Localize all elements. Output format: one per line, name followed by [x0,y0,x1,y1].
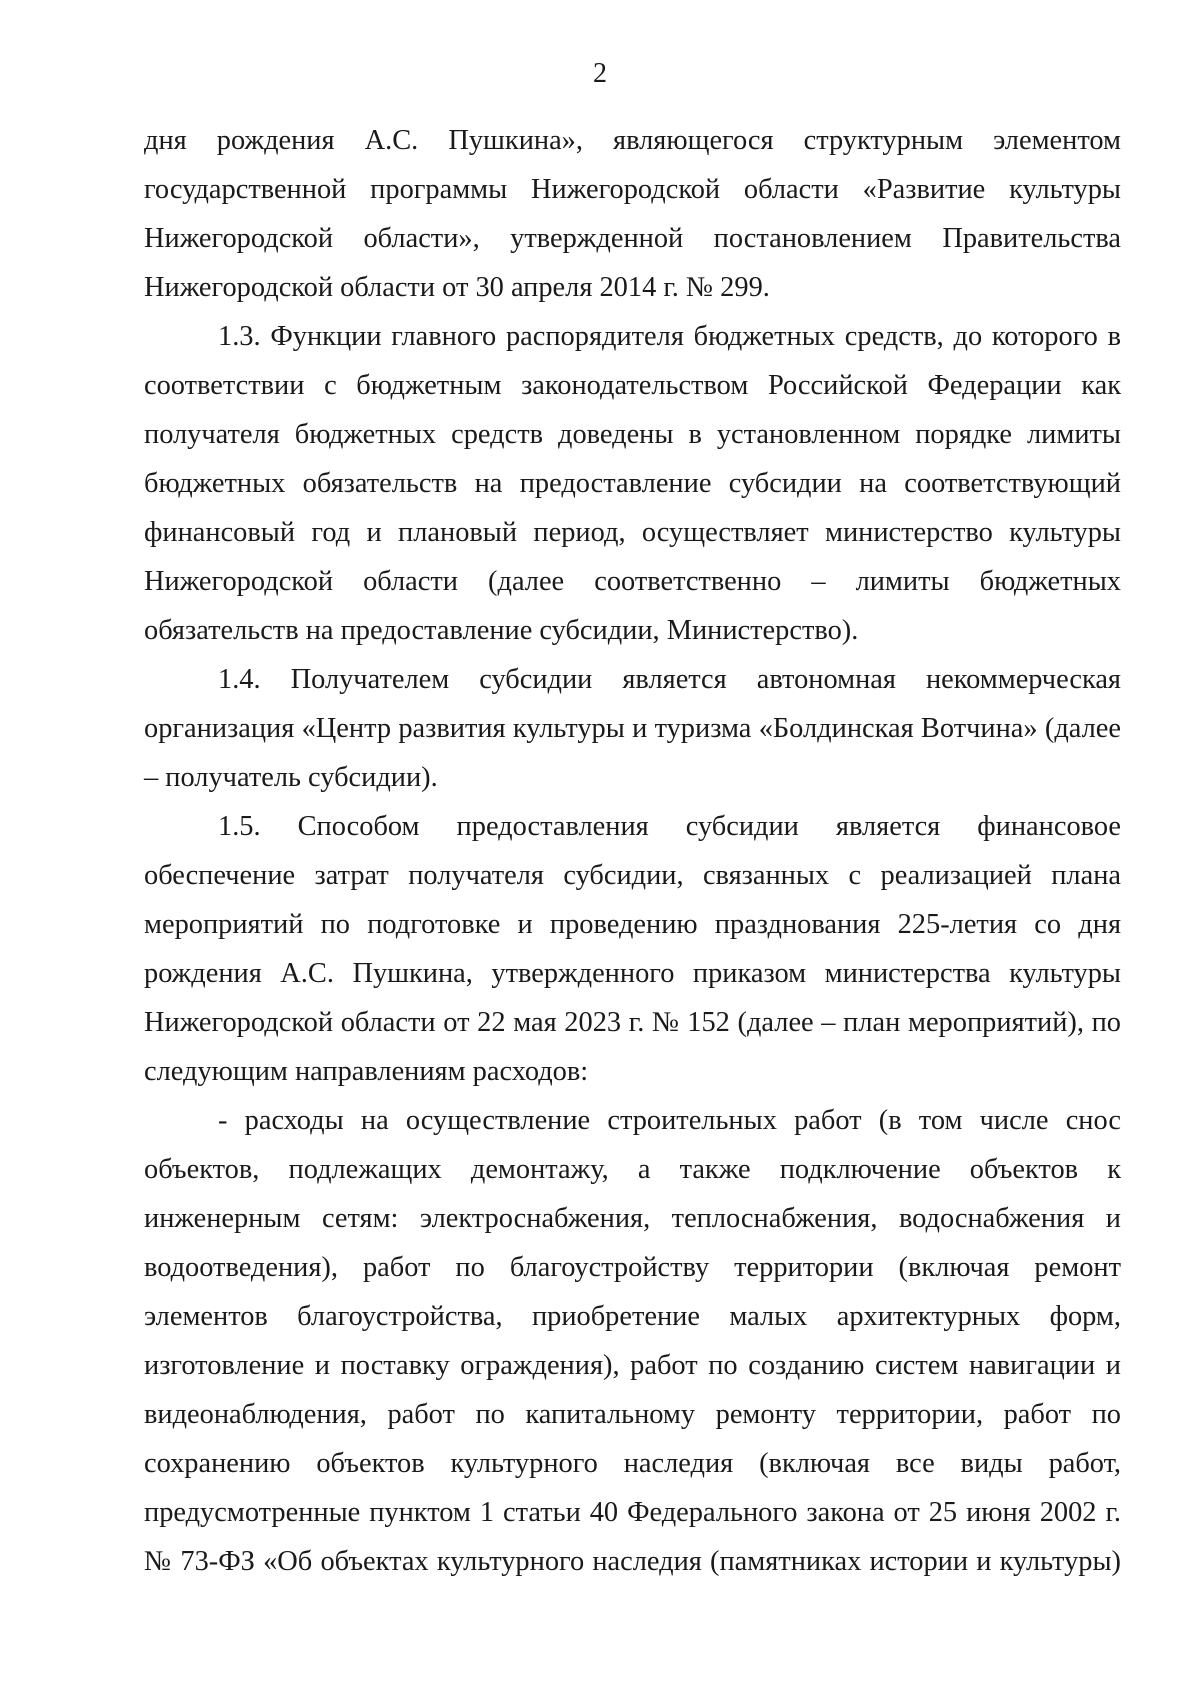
paragraph-clause-1-4: 1.4. Получателем субсидии является автономная некоммерческая организация «Центр развития культуры и туризма «Болдинская Вотчина» (далее – получатель субсидии). [144,664,1121,793]
paragraph-expense-item-1: - расходы на осуществление строительных работ (в том числе снос объектов, подлежащих демонтажу, а также подключение объектов к инженерным сетям: электроснабжения, теплоснабжения, водоснабжения и водоотведения), работ по благоустройству территории (включая ремонт элементов благоустройства, приобретение малых архитектурных форм, изготовление и поставку ограждения), работ по созданию систем навигации и видеонаблюдения, работ по капитальному ремонту территории, работ по сохранению объектов культурного наследия (включая все виды работ, предусмотренные пунктом 1 статьи 40 Федерального закона от 25 июня 2002 г. № 73-ФЗ «Об объектах культурного наследия (памятниках истории и культуры) [144,1105,1121,1577]
paragraph-continuation: дня рождения А.С. Пушкина», являющегося структурным элементом государственной программы Нижегородской области «Развитие культуры Нижегородской области», утвержденной постановлением Правительства Нижегородской области от 30 апреля 2014 г. № 299. [144,125,1121,303]
page-number: 2 [593,58,607,89]
paragraph-clause-1-3: 1.3. Функции главного распорядителя бюджетных средств, до которого в соответствии с бюджетным законодательством Российской Федерации как получателя бюджетных средств доведены в установленном порядке лимиты бюджетных обязательств на предоставление субсидии на соответствующий финансовый год и плановый период, осуществляет министерство культуры Нижегородской области (далее соответственно – лимиты бюджетных обязательств на предоставление субсидии, Министерство). [144,321,1121,646]
paragraph-clause-1-5: 1.5. Способом предоставления субсидии является финансовое обеспечение затрат получателя субсидии, связанных с реализацией плана мероприятий по подготовке и проведению празднования 225-летия со дня рождения А.С. Пушкина, утвержденного приказом министерства культуры Нижегородской области от 22 мая 2023 г. № 152 (далее – план мероприятий), по следующим направлениям расходов: [144,811,1121,1087]
document-body [144,116,1121,1586]
